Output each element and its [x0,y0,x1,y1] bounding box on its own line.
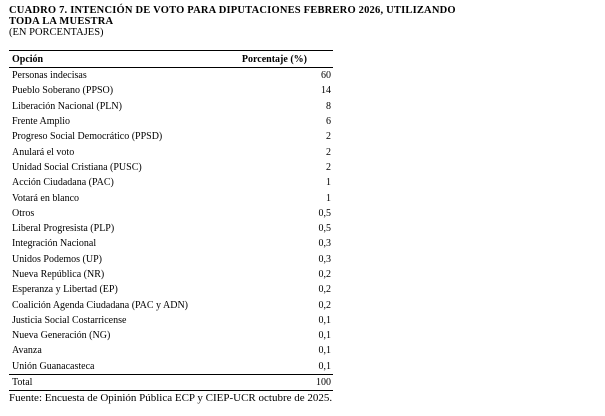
percentage-cell: 2 [326,131,331,143]
table-row [9,236,333,251]
column-header-option: Opción [9,51,221,68]
total-value: 100 [221,374,333,390]
table-row [9,114,333,129]
option-cell: Nueva Generación (NG) [12,330,111,342]
table-total-row [9,374,333,390]
option-cell: Pueblo Soberano (PPSO) [12,85,114,97]
column-header-percentage: Porcentaje (%) [221,51,333,68]
percentage-cell: 6 [326,116,331,128]
table-row [9,190,333,205]
option-cell: Esperanza y Libertad (EP) [12,284,118,296]
table-row [9,175,333,190]
percentage-cell: 0,2 [318,269,331,280]
percentage-cell: 0,2 [318,299,331,311]
vote-intention-table [9,50,333,391]
percentage-cell: 1 [326,177,331,189]
option-cell: Liberal Progresista (PLP) [12,223,115,235]
percentage-cell: 8 [326,100,331,112]
table-title: CUADRO 7. INTENCIÓN DE VOTO PARA DIPUTACIONES FEBRERO 2026, UTILIZANDO TODA LA MUESTRA [9,5,456,27]
percentage-cell: 1 [326,192,331,204]
total-label: Total [9,374,221,390]
table-row [9,221,333,236]
table-row [9,359,333,375]
percentage-cell: 0,3 [318,238,331,250]
table-row [9,297,333,312]
percentage-cell: 0,1 [318,360,331,372]
table-subtitle: (EN PORCENTAJES) [9,27,104,38]
option-cell: Nueva República (NR) [12,269,105,280]
table-row [9,252,333,267]
table-row [9,282,333,297]
percentage-cell: 0,1 [318,314,331,326]
option-cell: Avanza [12,345,42,357]
table-row [9,68,333,84]
table-row [9,160,333,175]
percentage-cell: 0,3 [318,253,331,265]
option-cell: Personas indecisas [12,70,87,82]
table-row [9,267,333,282]
table-row [9,343,333,358]
percentage-cell: 0,2 [318,284,331,296]
option-cell: Otros [12,207,35,219]
table-body [9,68,333,391]
table-row [9,206,333,221]
source-note: Fuente: Encuesta de Opinión Pública ECP y CIEP-UCR octubre de 2025. [9,392,333,404]
option-cell: Unión Guanacasteca [12,360,95,372]
table-row [9,99,333,114]
option-cell: Unidad Social Cristiana (PUSC) [12,161,142,173]
table-row [9,83,333,98]
option-cell: Frente Amplio [12,116,71,128]
percentage-cell: 0,5 [318,207,331,219]
table-header-row [9,51,333,68]
option-cell: Votará en blanco [12,192,80,204]
option-cell: Justicia Social Costarricense [12,314,127,326]
option-cell: Anulará el voto [12,146,75,158]
option-cell: Progreso Social Democrático (PPSD) [12,131,163,143]
option-cell: Liberación Nacional (PLN) [12,100,122,112]
percentage-cell: 14 [321,85,331,97]
percentage-cell: 0,1 [318,345,331,357]
percentage-cell: 2 [326,161,331,173]
table-row [9,313,333,328]
vote-table-container [9,50,333,391]
percentage-cell: 2 [326,146,331,158]
table-row [9,328,333,343]
option-cell: Coalición Agenda Ciudadana (PAC y ADN) [12,299,189,311]
option-cell: Acción Ciudadana (PAC) [12,177,114,189]
option-cell: Unidos Podemos (UP) [12,253,103,265]
table-row [9,144,333,159]
option-cell: Integración Nacional [12,238,97,250]
percentage-cell: 0,1 [318,330,331,342]
percentage-cell: 0,5 [318,223,331,235]
percentage-cell: 60 [321,70,331,82]
table-row [9,129,333,144]
